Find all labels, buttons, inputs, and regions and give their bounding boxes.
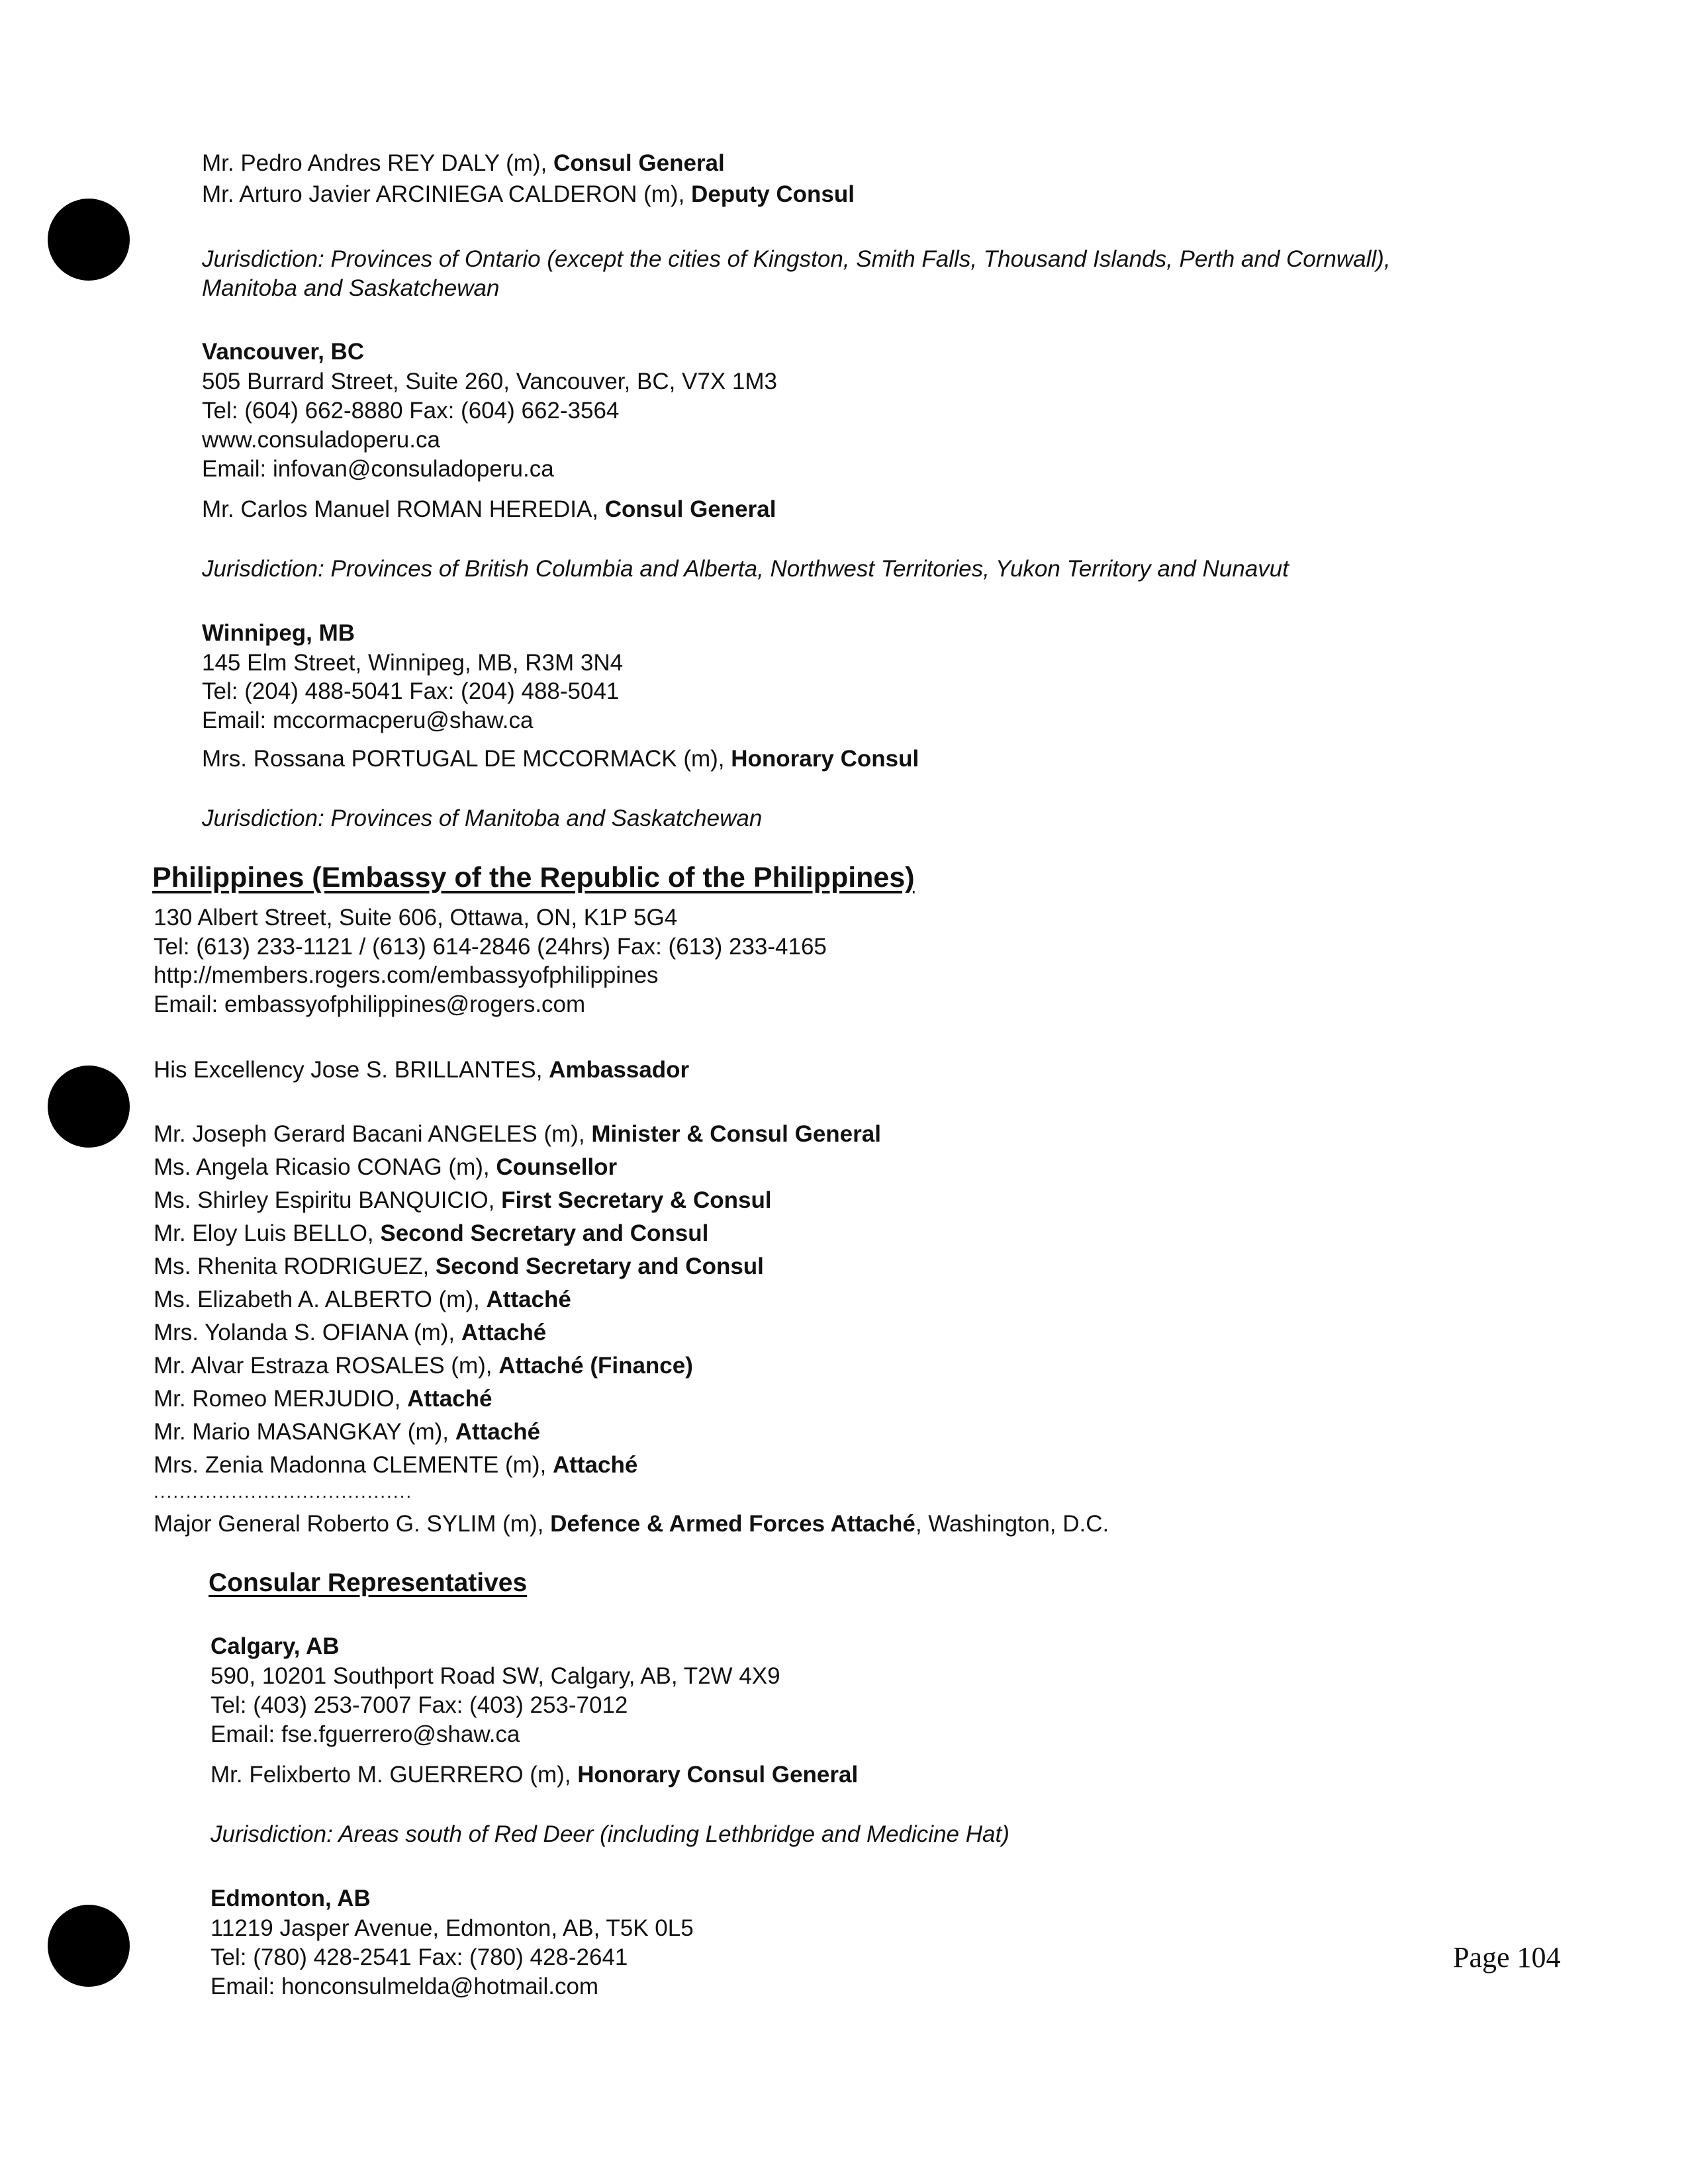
staff-title: Attaché (486, 1287, 571, 1312)
staff-name: Ms. Angela Ricasio CONAG (m), (154, 1154, 496, 1180)
dotted-separator: ........................................ (154, 1481, 413, 1502)
staff-name: Mr. Arturo Javier ARCINIEGA CALDERON (m), (202, 181, 692, 207)
staff-entry (154, 1153, 617, 1182)
phone-fax: Tel: (613) 233-1121 / (613) 614-2846 (24hrs) Fax: (613) 233-4165 (154, 934, 827, 960)
staff-entry (154, 1351, 693, 1381)
city-heading: Vancouver, BC (202, 339, 365, 365)
jurisdiction-text: Jurisdiction: Areas south of Red Deer (including Lethbridge and Medicine Hat) (211, 1821, 1009, 1847)
staff-entry (154, 1318, 546, 1347)
page-number: Page 104 (1453, 1941, 1561, 1974)
staff-title: Attaché (Finance) (498, 1353, 693, 1379)
staff-name: Mrs. Yolanda S. OFIANA (m), (154, 1320, 461, 1345)
staff-name: Mr. Mario MASANGKAY (m), (154, 1419, 455, 1445)
staff-title: Ambassador (549, 1057, 690, 1083)
email: Email: honconsulmelda@hotmail.com (211, 1974, 599, 1999)
staff-title: Attaché (407, 1386, 492, 1412)
address: 145 Elm Street, Winnipeg, MB, R3M 3N4 (202, 650, 624, 676)
binder-hole-bottom (48, 1905, 130, 1987)
staff-name: Mrs. Rossana PORTUGAL DE MCCORMACK (m), (202, 746, 731, 772)
staff-title: First Secretary & Consul (501, 1187, 772, 1213)
staff-entry (202, 149, 725, 178)
staff-entry (154, 1510, 1109, 1539)
city-heading: Winnipeg, MB (202, 620, 355, 646)
staff-name: Mr. Carlos Manuel ROMAN HEREDIA, (202, 496, 605, 522)
jurisdiction-text: Jurisdiction: Provinces of British Columbia and Alberta, Northwest Territories, Yukon Territory and Nunavut (202, 556, 1289, 582)
staff-title: Counsellor (496, 1154, 618, 1180)
staff-title: Deputy Consul (691, 181, 855, 207)
staff-entry (202, 180, 855, 209)
email: Email: mccormacperu@shaw.ca (202, 707, 534, 733)
staff-entry (154, 1451, 637, 1480)
staff-name: Mr. Pedro Andres REY DALY (m), (202, 150, 554, 176)
staff-name: Mr. Romeo MERJUDIO, (154, 1386, 408, 1412)
city-heading: Calgary, AB (211, 1633, 340, 1659)
phone-fax: Tel: (403) 253-7007 Fax: (403) 253-7012 (211, 1692, 628, 1718)
staff-entry (154, 1120, 881, 1149)
staff-name: Mr. Felixberto M. GUERRERO (m), (211, 1762, 578, 1788)
staff-title: Honorary Consul General (577, 1762, 859, 1788)
website: http://members.rogers.com/embassyofphilippines (154, 962, 659, 988)
staff-name: Mr. Eloy Luis BELLO, (154, 1220, 381, 1246)
binder-hole-middle (48, 1066, 130, 1148)
section-heading: Consular Representatives (209, 1569, 528, 1597)
ambassador-entry (154, 1056, 689, 1085)
staff-location: , Washington, D.C. (915, 1511, 1109, 1537)
staff-title: Consul General (604, 496, 776, 522)
staff-title: Consul General (553, 150, 725, 176)
staff-entry (154, 1252, 764, 1281)
binder-hole-top (48, 199, 130, 281)
staff-name: Mr. Alvar Estraza ROSALES (m), (154, 1353, 499, 1379)
staff-name: Ms. Shirley Espiritu BANQUICIO, (154, 1187, 502, 1213)
staff-title: Attaché (455, 1419, 541, 1445)
staff-entry (211, 1760, 858, 1790)
staff-entry (154, 1285, 571, 1314)
phone-fax: Tel: (604) 662-8880 Fax: (604) 662-3564 (202, 398, 620, 424)
jurisdiction-text: Jurisdiction: Provinces of Ontario (except the cities of Kingston, Smith Falls, Thousand Islands, Perth and Cornwall), (202, 246, 1391, 272)
staff-name: Ms. Rhenita RODRIGUEZ, (154, 1253, 436, 1279)
staff-entry (202, 745, 919, 774)
staff-title: Second Secretary and Consul (380, 1220, 709, 1246)
staff-title: Honorary Consul (731, 746, 919, 772)
email: Email: fse.fguerrero@shaw.ca (211, 1721, 520, 1747)
jurisdiction-text: Jurisdiction: Provinces of Manitoba and Saskatchewan (202, 805, 763, 831)
city-heading: Edmonton, AB (211, 1886, 371, 1911)
phone-fax: Tel: (204) 488-5041 Fax: (204) 488-5041 (202, 678, 620, 704)
email: Email: infovan@consuladoperu.ca (202, 456, 554, 482)
staff-name: Ms. Elizabeth A. ALBERTO (m), (154, 1287, 487, 1312)
staff-name: Mrs. Zenia Madonna CLEMENTE (m), (154, 1452, 553, 1478)
address: 11219 Jasper Avenue, Edmonton, AB, T5K 0L5 (211, 1915, 694, 1941)
staff-name: His Excellency Jose S. BRILLANTES, (154, 1057, 549, 1083)
website: www.consuladoperu.ca (202, 427, 440, 453)
staff-entry (154, 1385, 492, 1414)
staff-title: Second Secretary and Consul (435, 1253, 764, 1279)
phone-fax: Tel: (780) 428-2541 Fax: (780) 428-2641 (211, 1944, 628, 1970)
staff-entry (154, 1219, 708, 1248)
staff-title: Attaché (461, 1320, 547, 1345)
staff-title: Defence & Armed Forces Attaché (550, 1511, 915, 1537)
jurisdiction-text: Manitoba and Saskatchewan (202, 275, 500, 301)
staff-name: Major General Roberto G. SYLIM (m), (154, 1511, 551, 1537)
country-heading: Philippines (Embassy of the Republic of the Philippines) (152, 862, 915, 893)
address: 590, 10201 Southport Road SW, Calgary, AB, T2W 4X9 (211, 1663, 780, 1689)
staff-entry (154, 1418, 540, 1447)
address: 505 Burrard Street, Suite 260, Vancouver, BC, V7X 1M3 (202, 369, 778, 394)
address: 130 Albert Street, Suite 606, Ottawa, ON, K1P 5G4 (154, 905, 678, 931)
staff-entry (154, 1186, 772, 1215)
staff-entry (202, 495, 776, 524)
staff-name: Mr. Joseph Gerard Bacani ANGELES (m), (154, 1121, 592, 1147)
email: Email: embassyofphilippines@rogers.com (154, 991, 586, 1017)
staff-title: Minister & Consul General (591, 1121, 881, 1147)
staff-title: Attaché (552, 1452, 638, 1478)
